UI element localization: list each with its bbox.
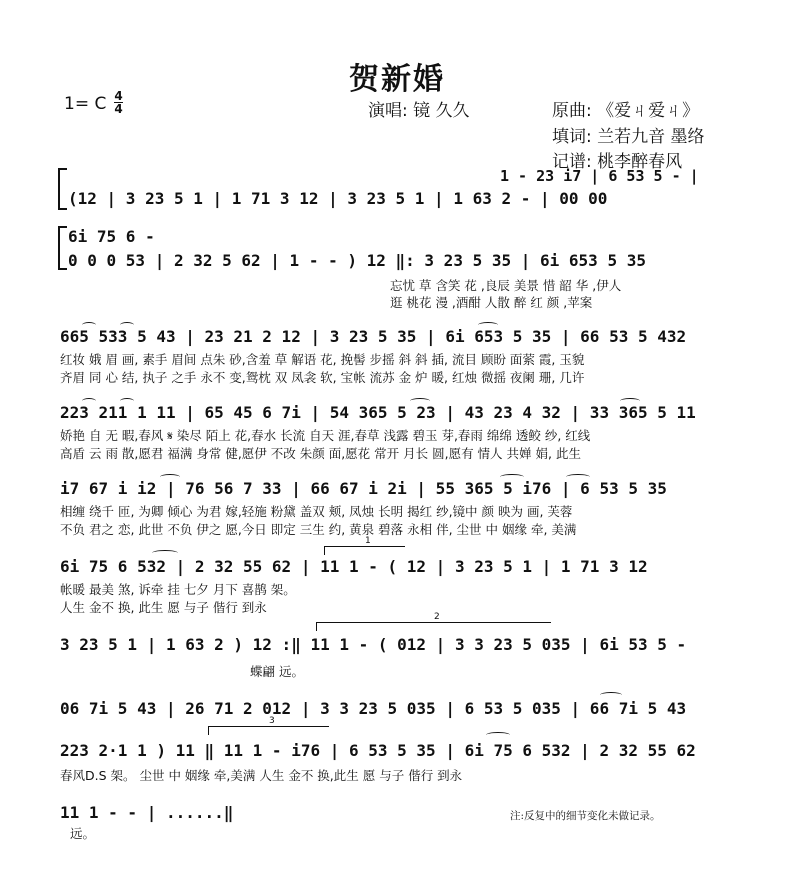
lyric-line-1: 帐暖 最美 煞, 诉牵 挂 七夕 月下 喜鹊 架。 [60, 582, 296, 597]
lyric-line-1: 相缠 绕千 匝, 为卿 倾心 为君 嫁,轻施 粉黛 盖双 颊, 凤烛 长明 揭红 纱,镜中 颜 映为 画, 芙蓉 [60, 504, 573, 519]
score-row [60, 472, 722, 548]
notes-line: 3 23 5 1 | 1 63 2 ) 12 :‖ 11 1 - ( 012 | 3 3 23 5 035 | 6i 53 5 - [60, 634, 687, 654]
lyric-line-2: 不负 君之 恋, 此世 不负 伊之 愿,今日 即定 三生 约, 黄泉 碧落 永相 伴, 尘世 中 姻缘 牵, 美满 [60, 522, 577, 537]
score-row [60, 222, 722, 310]
upper-staff-notes: 1 - 23 i7 | 6 53 5 - | [500, 167, 699, 185]
volta-bracket [208, 716, 329, 735]
score-row [60, 692, 722, 722]
lyric-line-2: 逛 桃花 漫 ,酒酣 人散 醉 红 颜 ,苹案 [390, 295, 593, 310]
lyric-line-1: 蝶翩 远。 [250, 664, 304, 679]
time-signature-top: 4 [114, 89, 123, 103]
notes-line: 665 533 5 43 | 23 21 2 12 | 3 23 5 35 | 6i 653 5 35 | 66 53 5 432 [60, 326, 687, 346]
original-song-credit: 原曲: 《爱ㄐ爱ㄐ》 [552, 101, 700, 121]
notes-line: 0 0 0 53 | 2 32 5 62 | 1 - - ) 12 ‖: 3 23 5 35 | 6i 653 5 35 [68, 250, 646, 270]
lyric-line-2: 人生 金不 换, 此生 愿 与子 偕行 到永 [60, 600, 267, 615]
notes-line: 223 211 1 11 | 65 45 6 7i | 54 365 5 23 | 43 23 4 32 | 33 365 5 11 [60, 402, 696, 422]
score-row [60, 320, 722, 394]
upper-staff-notes: 6i 75 6 - [68, 226, 155, 246]
volta-label: 3 [269, 716, 275, 726]
lyric-line-1: 春风D.S 架。 尘世 中 姻缘 牵,美满 人生 金不 换,此生 愿 与子 偕行 到永 [60, 768, 463, 783]
score-row [60, 164, 722, 220]
notes-line: 6i 75 6 532 | 2 32 55 62 | 11 1 - ( 12 | 3 23 5 1 | 1 71 3 12 [60, 556, 648, 576]
footnote: 注:反复中的细节变化未做记录。 [510, 810, 661, 822]
singer-credit: 演唱: 镜 久久 [368, 101, 470, 121]
notes-line: i7 67 i i2 | 76 56 7 33 | 66 67 i 2i | 55 365 5 i76 | 6 53 5 35 [60, 478, 667, 498]
score-row [60, 716, 722, 788]
notes-line: 06 7i 5 43 | 26 71 2 012 | 3 3 23 5 035 | 6 53 5 035 | 66 7i 5 43 [60, 698, 687, 718]
key-signature: 1= C [64, 94, 107, 114]
song-title: 贺新婚 [349, 62, 445, 97]
volta-label: 1 [365, 536, 371, 546]
transcriber-credit: 记谱: 桃李醉春风 [552, 152, 683, 172]
volta-bracket [316, 612, 551, 631]
lyric-line-1: 远。 [70, 826, 96, 841]
lyricist-credit: 填词: 兰若九音 墨络 [552, 127, 705, 147]
notes-line: 223 2·1 1 ) 11 ‖ 11 1 - i76 | 6 53 5 35 | 6i 75 6 532 | 2 32 55 62 [60, 740, 696, 760]
score-row [60, 536, 722, 620]
lyric-line-1: 红妆 娥 眉 画, 素手 眉间 点朱 砂,含羞 草 解语 花, 挽髻 步摇 斜 斜 插, 流目 顾盼 面萦 霞, 玉貌 [60, 352, 585, 367]
lyric-line-1: 忘忧 草 含笑 花 ,良辰 美景 惜 韶 华 ,伊人 [390, 278, 622, 293]
time-signature [114, 90, 123, 115]
notes-line: 11 1 - - | ......‖ [60, 802, 234, 822]
lyric-line-2: 高盾 云 雨 散,愿君 福满 身常 健,愿伊 不改 朱颜 面,愿花 常开 月长 圆,愿有 情人 共婵 娟, 此生 [60, 446, 581, 461]
lyric-line-1: 娇艳 自 无 暇,春风 𝄋 染尽 陌上 花,春水 长流 自天 涯,春草 浅露 碧玉 芽,春雨 绵绵 透鲛 纱, 红线 [60, 428, 591, 443]
time-signature-bottom: 4 [114, 102, 123, 116]
lyric-line-2: 齐眉 同 心 结, 执子 之手 永不 变,鸳枕 双 凤衾 软, 宝帐 流苏 金 炉 暖, 红烛 微摇 夜阑 珊, 几许 [60, 370, 585, 385]
score-row [60, 396, 722, 470]
score-row [60, 612, 722, 682]
volta-label: 2 [434, 612, 440, 622]
notes-line: (12 | 3 23 5 1 | 1 71 3 12 | 3 23 5 1 | 1 63 2 - | 00 00 [68, 188, 608, 208]
